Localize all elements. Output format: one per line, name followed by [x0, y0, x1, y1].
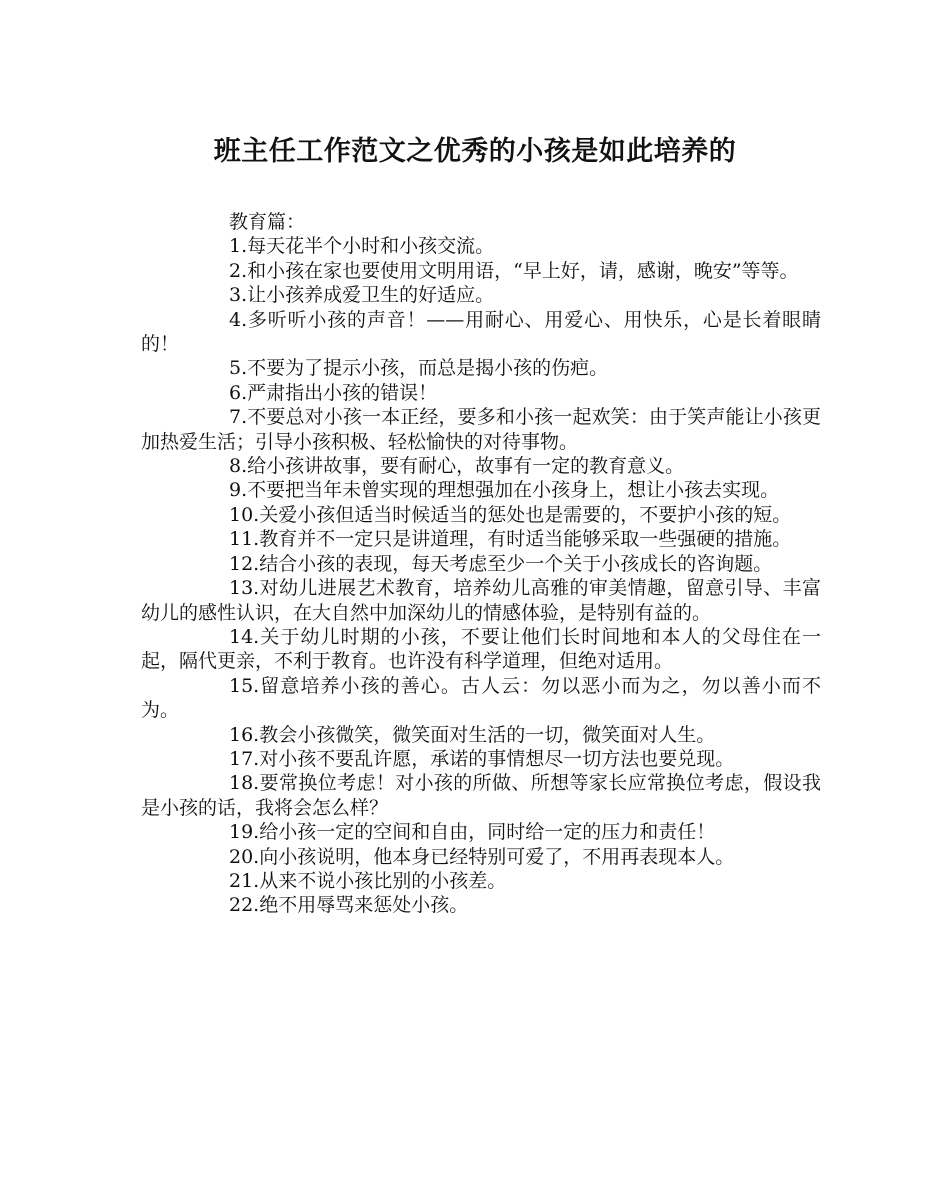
list-item: 3.让小孩养成爱卫生的好适应。 — [229, 284, 495, 307]
list-item: 8.给小孩讲故事，要有耐心，故事有一定的教育意义。 — [229, 455, 685, 478]
list-item: 19.给小孩一定的空间和自由，同时给一定的压力和责任！ — [229, 821, 716, 844]
list-item: 18.要常换位考虑！对小孩的所做、所想等家长应常换位考虑，假设我是小孩的话，我将会怎么样？ — [141, 772, 821, 819]
list-item: 22.绝不用辱骂来惩处小孩。 — [229, 894, 469, 917]
list-item: 12.结合小孩的表现，每天考虑至少一个关于小孩成长的咨询题。 — [229, 552, 773, 575]
document-title: 班主任工作范文之优秀的小孩是如此培养的 — [213, 136, 737, 167]
list-item: 2.和小孩在家也要使用文明用语，“早上好，请，感谢，晚安”等等。 — [229, 259, 799, 282]
list-item: 17.对小孩不要乱许愿，承诺的事情想尽一切方法也要兑现。 — [229, 747, 735, 770]
list-item: 15.留意培养小孩的善心。古人云：勿以恶小而为之，勿以善小而不为。 — [141, 674, 821, 722]
list-item: 9.不要把当年未曾实现的理想强加在小孩身上，想让小孩去实现。 — [229, 479, 780, 502]
list-item: 21.从来不说小孩比别的小孩差。 — [229, 869, 507, 892]
list-item: 7.不要总对小孩一本正经，要多和小孩一起欢笑：由于笑声能让小孩更加热爱生活；引导小孩积极、轻松愉快的对待事物。 — [141, 406, 821, 453]
section-heading: 教育篇： — [229, 211, 306, 233]
list-item: 13.对幼儿进展艺术教育，培养幼儿高雅的审美情趣，留意引导、丰富幼儿的感性认识，在大自然中加深幼儿的情感体验，是特别有益的。 — [141, 577, 821, 624]
list-item: 10.关爱小孩但适当时候适当的惩处也是需要的，不要护小孩的短。 — [229, 503, 792, 526]
list-item: 1.每天花半个小时和小孩交流。 — [229, 235, 495, 258]
list-item: 14.关于幼儿时期的小孩，不要让他们长时间地和本人的父母住在一起，隔代更亲，不利于教育。也许没有科学道理，但绝对适用。 — [141, 625, 821, 673]
list-item: 16.教会小孩微笑，微笑面对生活的一切，微笑面对人生。 — [229, 723, 716, 746]
document-body — [141, 210, 821, 918]
list-item: 11.教育并不一定只是讲道理，有时适当能够采取一些强硬的措施。 — [229, 528, 792, 551]
list-item: 20.向小孩说明，他本身已经特别可爱了，不用再表现本人。 — [229, 845, 735, 868]
list-item: 6.严肃指出小孩的错误！ — [229, 381, 438, 404]
list-item: 4.多听听小孩的声音！——用耐心、用爱心、用快乐，心是长着眼睛的！ — [141, 308, 821, 356]
list-item: 5.不要为了提示小孩，而总是揭小孩的伤疤。 — [229, 357, 609, 380]
